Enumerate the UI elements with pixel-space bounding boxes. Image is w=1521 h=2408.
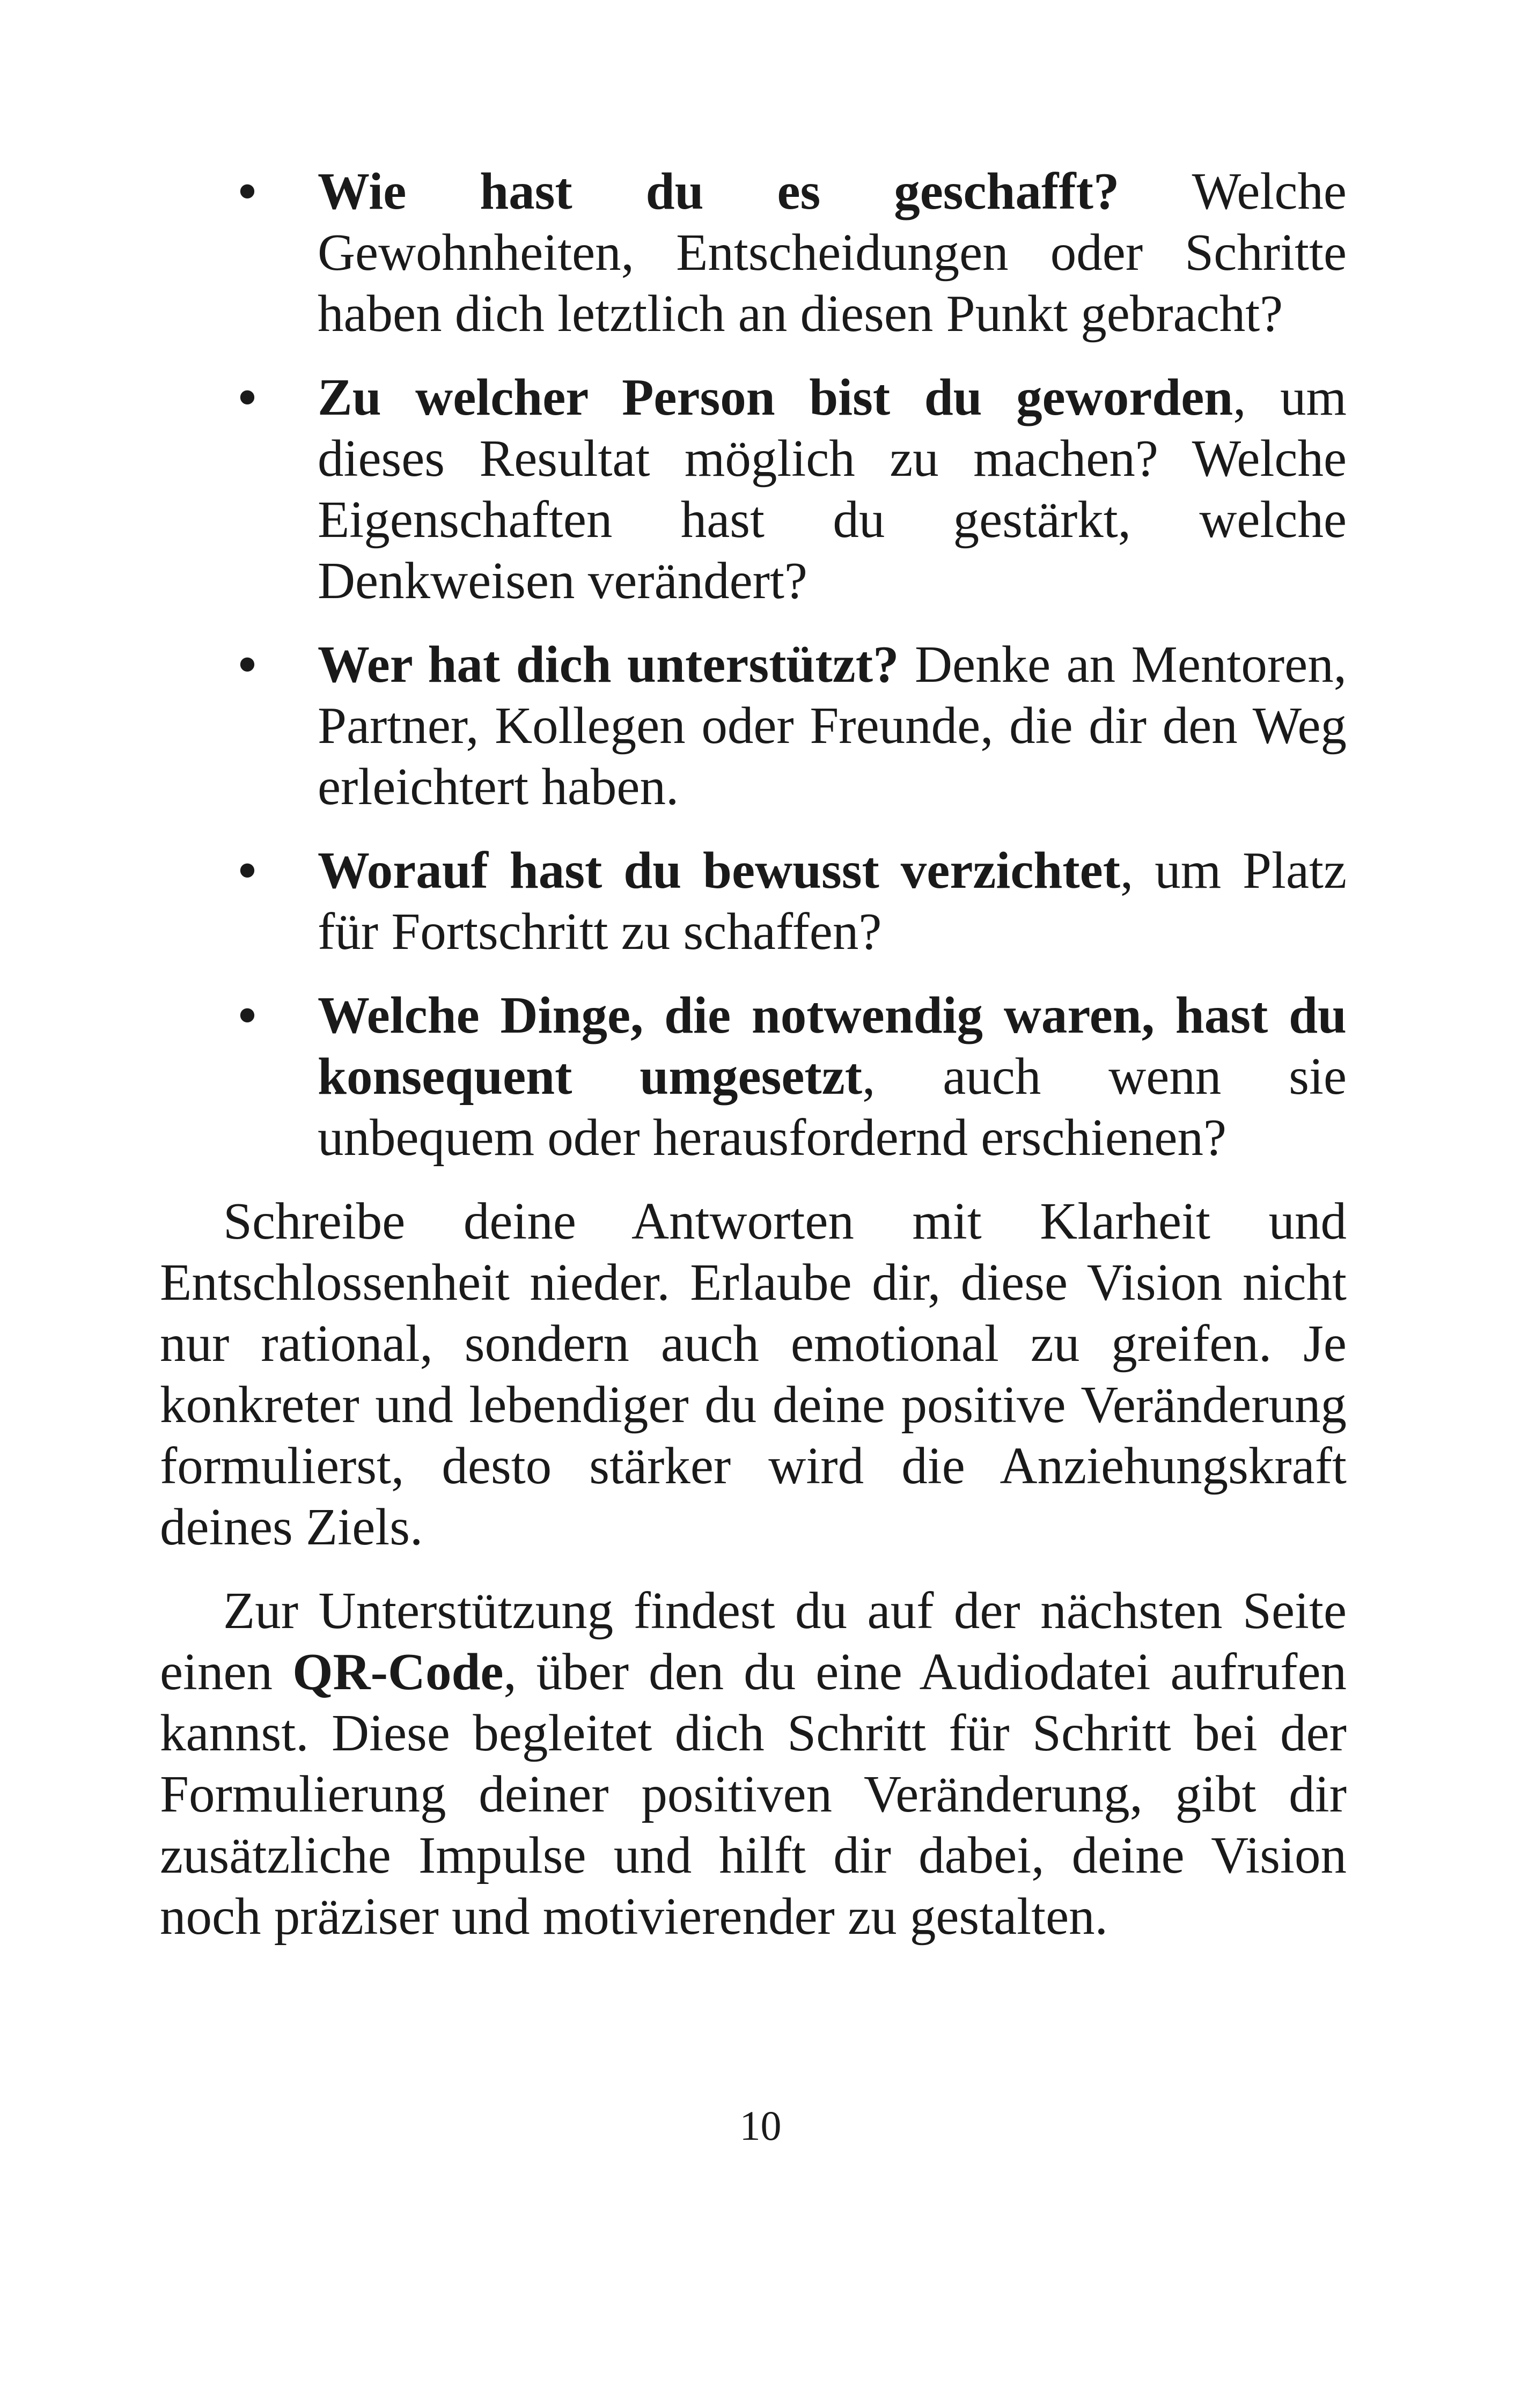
question-text: , um Platz für Fortschritt zu schaffen?: [318, 842, 1347, 960]
question-bold-text: Wer hat dich unterstützt?: [318, 636, 899, 693]
question-text: , auch wenn sie unbequem oder herausfordernd erschienen?: [318, 1048, 1347, 1166]
list-item: [160, 367, 1347, 612]
list-item: [160, 985, 1347, 1168]
list-item: [160, 161, 1347, 344]
bullet-icon: •: [238, 636, 256, 693]
question-bold-text: Welche Dinge, die notwendig waren, hast du konsequent umgesetzt: [318, 986, 1347, 1105]
list-item: [160, 840, 1347, 962]
paragraph-write-answers: Schreibe deine Antworten mit Klarheit und Entschlossenheit nieder. Erlaube dir, diese Vision nicht nur rational, sondern auch emotional zu greifen. Je konkreter und lebendiger du deine positive Veränderung formulierst, desto stärker wird die Anziehungskraft deines Ziels.: [160, 1192, 1347, 1556]
question-text: Welche Gewohnheiten, Entscheidungen oder Schritte haben dich letztlich an diesen Punkt gebracht?: [318, 163, 1347, 342]
qr-code-bold-text: QR-Code: [292, 1643, 504, 1700]
bullet-icon: •: [238, 986, 256, 1044]
page-content: [160, 161, 1347, 1970]
bullet-icon: •: [238, 163, 256, 220]
page-number: 10: [739, 2102, 782, 2149]
question-text: Denke an Mentoren, Partner, Kollegen oder Freunde, die dir den Weg erleichtert haben.: [318, 636, 1347, 815]
paragraph-qr-code-support: [160, 1580, 1347, 1947]
reflection-question-list: [160, 161, 1347, 1168]
question-bold-text: Wie hast du es geschafft?: [318, 163, 1120, 220]
bullet-icon: •: [238, 369, 256, 426]
bullet-icon: •: [238, 842, 256, 899]
question-text: , um dieses Resultat möglich zu machen? Welche Eigenschaften hast du gestärkt, welche Denkweisen verändert?: [318, 369, 1347, 609]
question-bold-text: Worauf hast du bewusst verzichtet: [318, 842, 1121, 899]
list-item: [160, 634, 1347, 818]
paragraph-text-before: Zur Unterstützung findest du auf der nächsten Seite einen: [160, 1582, 1347, 1700]
paragraph-text-after: , über den du eine Audiodatei aufrufen kannst. Diese begleitet dich Schritt für Schritt bei der Formulierung deiner positiven Veränderung, gibt dir zusätzliche Impulse und hilft dir dabei, deine Vision noch präziser und motivierender zu gestalten.: [160, 1643, 1347, 1945]
question-bold-text: Zu welcher Person bist du geworden: [318, 369, 1233, 426]
